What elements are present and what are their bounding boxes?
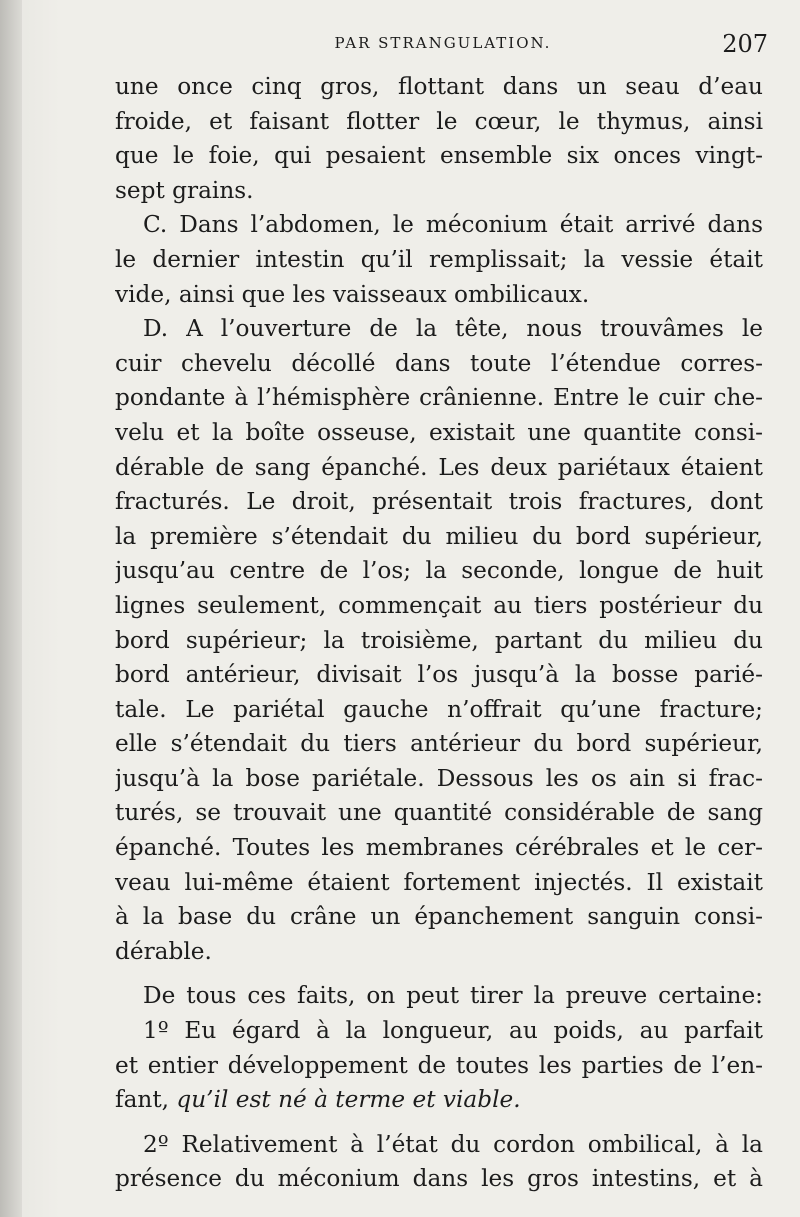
page-header [118, 30, 768, 60]
text-line-content: De tous ces faits, on peut tirer la preuve certaine: [143, 982, 763, 1010]
body-text [115, 70, 763, 1197]
text-line-content: C. Dans l’abdomen, le méconium était arrivé dans [143, 211, 763, 239]
text-line-content: velu et la boîte osseuse, existait une quantite consi- [115, 418, 763, 446]
text-line-content: pondante à l’hémisphère crânienne. Entre le cuir che- [115, 384, 763, 412]
text-line-content: fant, [115, 1086, 170, 1114]
text-line-content: elle s’étendait du tiers antérieur du bord supérieur, [115, 730, 763, 758]
text-line-content: D. A l’ouverture de la tête, nous trouvâmes le [143, 315, 763, 343]
text-line [115, 1162, 763, 1197]
text-line-content: jusqu’à la bose pariétale. Dessous les os ain si frac- [115, 764, 763, 792]
text-line [115, 693, 763, 728]
text-line-content: veau lui-même étaient fortement injectés. Il existait [115, 868, 763, 896]
text-line-content: tale. Le pariétal gauche n’offrait qu’une fracture; [115, 695, 763, 723]
text-line [115, 243, 763, 278]
text-line [115, 1083, 763, 1118]
text-line-content: bord supérieur; la troisième, partant du milieu du [115, 626, 763, 654]
text-line-content: dérable de sang épanché. Les deux pariétaux étaient [115, 453, 763, 481]
text-line-content: 1º Eu égard à la longueur, au poids, au parfait [143, 1017, 763, 1045]
text-line-content: froide, et faisant flotter le cœur, le thymus, ainsi [115, 107, 763, 135]
text-line [115, 520, 763, 555]
text-line [115, 174, 763, 209]
text-line [115, 208, 763, 243]
text-line [115, 589, 763, 624]
text-line [115, 347, 763, 382]
text-line-content: 2º Relativement à l’état du cordon ombilical, à la [143, 1130, 763, 1158]
running-head: PAR STRANGULATION. [334, 34, 552, 52]
italic-phrase: qu’il est né à terme et viable. [176, 1086, 521, 1114]
text-line-content: et entier développement de toutes les parties de l’en- [115, 1051, 763, 1079]
text-line-content: bord antérieur, divisait l’os jusqu’à la bosse parié- [115, 661, 763, 689]
text-line [115, 416, 763, 451]
text-line [115, 381, 763, 416]
text-line-content: vide, ainsi que les vaisseaux ombilicaux. [115, 280, 590, 308]
text-line-content: cuir chevelu décollé dans toute l’étendue corres- [115, 349, 763, 377]
text-line-content: épanché. Toutes les membranes cérébrales et le cer- [115, 834, 763, 862]
text-line-content: turés, se trouvait une quantité considérable de sang [115, 799, 763, 827]
text-line [115, 831, 763, 866]
text-line [115, 70, 763, 105]
text-line [115, 900, 763, 935]
text-line [115, 312, 763, 347]
text-line [115, 979, 763, 1014]
text-line-content: à la base du crâne un épanchement sanguin consi- [115, 903, 763, 931]
text-line [115, 105, 763, 140]
text-line-content: lignes seulement, commençait au tiers postérieur du [115, 591, 763, 619]
text-line-content: jusqu’au centre de l’os; la seconde, longue de huit [115, 557, 763, 585]
text-line-content: sept grains. [115, 176, 254, 204]
text-line [115, 762, 763, 797]
text-line-content: dérable. [115, 937, 212, 965]
text-line [115, 624, 763, 659]
text-line [115, 139, 763, 174]
text-line [115, 554, 763, 589]
page-number: 207 [722, 30, 768, 58]
text-line-content: présence du méconium dans les gros intestins, et à [115, 1165, 763, 1193]
text-line [115, 278, 763, 313]
text-line [115, 796, 763, 831]
page-gutter [0, 0, 22, 1217]
text-line-content: que le foie, qui pesaient ensemble six onces vingt- [115, 142, 763, 170]
text-line [115, 866, 763, 901]
text-line [115, 1128, 763, 1163]
text-line-content: le dernier intestin qu’il remplissait; la vessie était [115, 245, 763, 273]
text-line [115, 485, 763, 520]
text-line-content: la première s’étendait du milieu du bord supérieur, [115, 522, 763, 550]
text-line [115, 935, 763, 970]
text-line-content: une once cinq gros, flottant dans un seau d’eau [115, 73, 763, 100]
text-line-content: fracturés. Le droit, présentait trois fractures, dont [115, 488, 763, 516]
text-line [115, 451, 763, 486]
text-line [115, 1014, 763, 1049]
text-line [115, 727, 763, 762]
text-line [115, 1049, 763, 1084]
text-line [115, 658, 763, 693]
